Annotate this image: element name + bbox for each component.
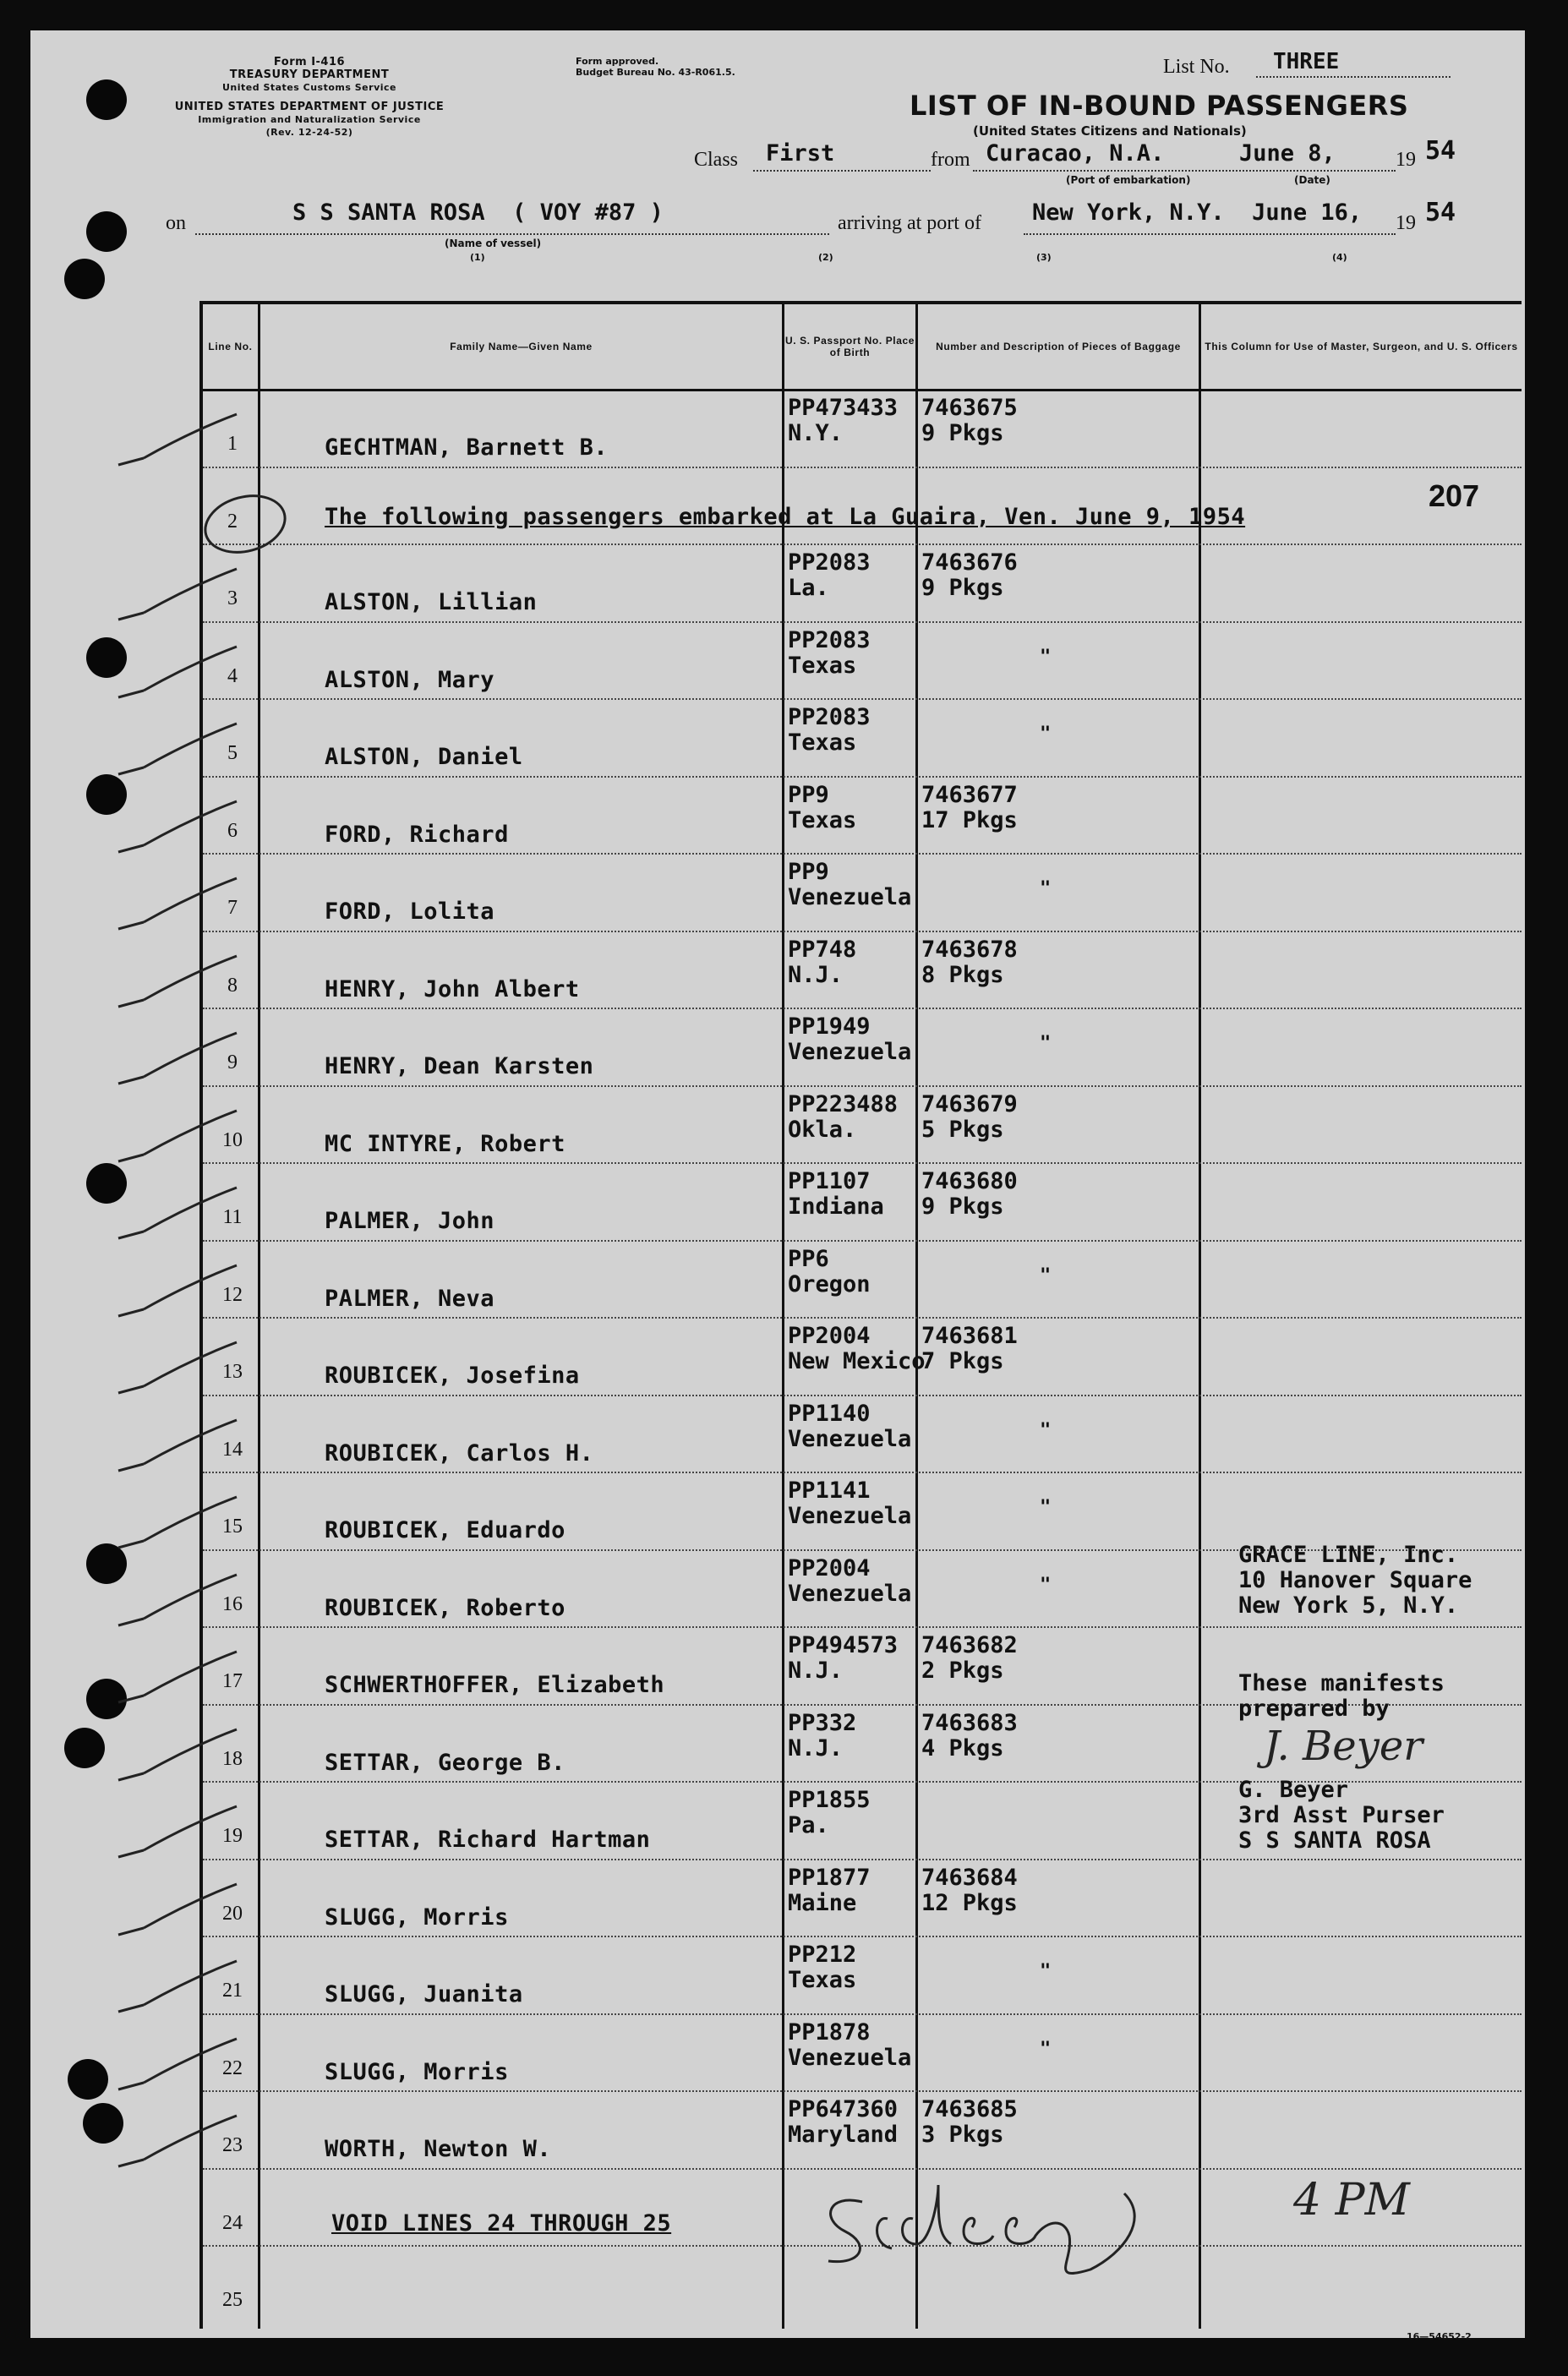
document-title: LIST OF IN-BOUND PASSENGERS [910,90,1409,122]
passport-number: PP1855 [788,1787,871,1813]
count-annotation: 207 [1429,478,1480,513]
passport-number: PP473433 [788,395,899,421]
baggage-pieces: 4 Pkgs [921,1734,1004,1762]
line-number: 14 [222,1438,243,1461]
line-number: 21 [222,1980,243,2002]
place-of-birth: New Mexico [788,1348,926,1374]
ditto-mark: " [1040,1419,1052,1441]
ditto-mark: " [1040,1264,1052,1286]
table-row [203,543,1522,621]
line-number: 18 [222,1747,243,1770]
check-mark [110,2030,245,2098]
baggage-number: 7463678 [921,936,1018,963]
place-of-birth: Venezuela [788,2044,912,2071]
passenger-name: ROUBICEK, Roberto [325,1594,565,1621]
table-row [203,776,1522,854]
ditto-mark: " [1040,724,1052,745]
arrival-port: New York, N.Y. June 16, [1032,199,1363,226]
prepared-by: These manifests prepared by [1238,1670,1445,1722]
passport-number: PP748 [788,936,857,963]
line-number: 24 [222,2211,243,2234]
arrival-dots [1024,233,1396,235]
passport-number: PP2083 [788,704,871,730]
table-row [203,467,1522,544]
form-revision: (Rev. 12-24-52) [265,127,353,138]
embarkation-note: The following passengers embarked at La Guaira, Ven. June 9, 1954 [325,503,1246,530]
table-row [203,621,1522,699]
table-row [203,1472,1522,1549]
place-of-birth: Indiana [788,1193,884,1220]
line-2-circle [199,490,300,558]
passenger-table [199,301,1522,2329]
year-prefix-1: 19 [1396,149,1416,171]
baggage-number: 7463676 [921,549,1018,576]
baggage-number: 7463684 [921,1864,1018,1891]
line-number: 4 [227,664,238,687]
check-mark [110,406,245,473]
table-row [203,1317,1522,1395]
line-number: 20 [222,1902,243,1925]
passenger-name: SLUGG, Juanita [325,1981,523,2007]
list-no-label: List No. [1163,56,1230,78]
check-mark [110,1024,245,1092]
line-number: 13 [222,1361,243,1383]
check-mark [110,1566,245,1634]
table-row [203,1240,1522,1318]
passport-number: PP1877 [788,1864,871,1891]
baggage-pieces: 9 Pkgs [921,1193,1004,1220]
form-number: Form I-416 [273,56,346,68]
baggage-pieces: 17 Pkgs [921,806,1018,833]
line-number: 19 [222,1825,243,1847]
passenger-name: SLUGG, Morris [325,1904,509,1931]
passport-number: PP223488 [788,1090,899,1117]
line-number: 7 [227,897,238,919]
check-mark [110,1798,245,1865]
line-number: 17 [222,1670,243,1692]
table-row [203,931,1522,1008]
table-row [203,698,1522,776]
check-mark [110,1488,245,1556]
baggage-number: 7463675 [921,395,1018,421]
check-mark [110,638,245,706]
passenger-name: PALMER, Neva [325,1285,495,1312]
manifest-page [30,30,1525,2342]
class-dots [753,170,931,172]
table-row [203,1008,1522,1085]
line-number: 8 [227,974,238,997]
arriving-label: arriving at port of [838,212,981,234]
year-1: 54 [1425,136,1456,166]
customs-service: United States Customs Service [222,82,396,93]
from-label: from [931,149,970,171]
passenger-name: ALSTON, Lillian [325,589,538,615]
ditto-mark: " [1040,646,1052,668]
passenger-name: MC INTYRE, Robert [325,1130,565,1157]
approval-block [576,56,735,78]
passenger-name: ALSTON, Mary [325,666,495,693]
ditto-mark: " [1040,1574,1052,1596]
place-of-birth: La. [788,575,829,601]
baggage-number: 7463677 [921,781,1018,808]
from-value: Curacao, N.A. [986,140,1165,167]
line-number: 15 [222,1516,243,1538]
passport-number: PP1107 [788,1168,871,1194]
baggage-pieces: 8 Pkgs [921,961,1004,988]
passenger-name: HENRY, John Albert [325,975,580,1002]
year-prefix-2: 19 [1396,212,1416,234]
passport-number: PP1949 [788,1013,871,1040]
ditto-mark: " [1040,2038,1052,2060]
check-mark [110,870,245,937]
baggage-pieces: 2 Pkgs [921,1658,1004,1684]
passport-number: PP647360 [788,2096,899,2122]
check-mark [110,1953,245,2020]
table-row [203,1085,1522,1163]
place-of-birth: Maryland [788,2122,899,2148]
line-number: 3 [227,587,238,609]
place-of-birth: Venezuela [788,1425,912,1452]
passenger-name: ROUBICEK, Eduardo [325,1517,565,1543]
passenger-name: WORTH, Newton W. [325,2136,552,2162]
table-row [203,2013,1522,2091]
line-number: 5 [227,742,238,764]
line-number: 23 [222,2134,243,2156]
table-row [203,2090,1522,2168]
line-number: 11 [222,1206,243,1228]
passport-number: PP9 [788,781,829,808]
caption-1: (1) [470,252,485,263]
col-header-baggage: Number and Description of Pieces of Baggage [936,341,1181,352]
check-mark [110,1876,245,1943]
baggage-pieces: 7 Pkgs [921,1348,1004,1374]
check-mark [110,1257,245,1325]
inspector-signature [811,2168,1175,2286]
passport-number: PP2004 [788,1323,871,1349]
col-header-officers: This Column for Use of Master, Surgeon, and U. S. Officers [1205,341,1518,352]
line-number: 12 [222,1283,243,1306]
check-mark [110,560,245,628]
binder-hole [68,2059,108,2100]
line-number: 2 [227,510,238,533]
place-of-birth: N.J. [788,1734,844,1762]
table-row [203,389,1522,467]
line-number: 9 [227,1051,238,1073]
ditto-mark: " [1040,1033,1052,1054]
vessel-name: S S SANTA ROSA ( VOY #87 ) [292,199,664,226]
departure-date: June 8, [1239,140,1336,167]
passport-number: PP9 [788,859,829,885]
baggage-pieces: 3 Pkgs [921,2122,1004,2148]
table-row [203,1859,1522,1936]
table-row [203,1162,1522,1240]
place-of-birth: Venezuela [788,1503,912,1529]
baggage-number: 7463681 [921,1323,1018,1349]
binder-hole [64,1728,105,1768]
vessel-caption: (Name of vessel) [445,238,542,249]
check-mark [110,1643,245,1711]
baggage-number: 7463682 [921,1632,1018,1658]
passenger-name: FORD, Lolita [325,899,495,925]
line-number: 22 [222,2056,243,2079]
passenger-name: HENRY, Dean Karsten [325,1053,594,1079]
place-of-birth: Pa. [788,1812,829,1838]
check-mark [110,1179,245,1247]
baggage-pieces: 9 Pkgs [921,420,1004,446]
line-number: 10 [222,1128,243,1151]
caption-2: (2) [818,252,833,263]
line-number: 25 [222,2289,243,2311]
col-header-passport: U. S. Passport No. Place of Birth [784,335,915,358]
check-mark [110,1102,245,1170]
justice-dept: UNITED STATES DEPARTMENT OF JUSTICE [174,101,445,113]
place-of-birth: Texas [788,1967,857,1993]
line-number: 1 [227,433,238,455]
treasury-dept: TREASURY DEPARTMENT [229,68,390,81]
check-mark [110,1721,245,1789]
table-row [203,1936,1522,2013]
passenger-name: SETTAR, Richard Hartman [325,1827,651,1853]
ditto-mark: " [1040,878,1052,899]
vessel-dots [195,233,829,235]
document-subtitle: (United States Citizens and Nationals) [973,123,1247,139]
passport-number: PP332 [788,1709,857,1736]
date-caption: (Date) [1294,174,1330,186]
col-header-line: Line No. [208,341,253,352]
passport-number: PP2004 [788,1554,871,1581]
place-of-birth: Venezuela [788,1580,912,1607]
baggage-number: 7463685 [921,2096,1018,2122]
place-of-birth: Venezuela [788,884,912,910]
passport-number: PP494573 [788,1632,899,1658]
passenger-name: FORD, Richard [325,821,509,848]
place-of-birth: Okla. [788,1116,857,1143]
passport-number: PP1140 [788,1400,871,1427]
check-mark [110,2107,245,2175]
footer-code: 16—54652-2 [1407,2331,1472,2342]
form-identity-block [157,56,462,139]
list-no-dots [1256,76,1451,78]
place-of-birth: Oregon [788,1270,871,1297]
baggage-number: 7463683 [921,1709,1018,1736]
baggage-number: 7463679 [921,1090,1018,1117]
binder-hole [86,211,127,252]
shipping-agent: GRACE LINE, Inc. 10 Hanover Square New York 5, N.Y. [1238,1542,1472,1619]
line-number: 16 [222,1592,243,1615]
check-mark [110,715,245,783]
passenger-name: GECHTMAN, Barnett B. [325,434,609,461]
class-value: First [766,140,835,167]
place-of-birth: Maine [788,1889,857,1916]
signature-cursive: J. Beyer [1264,1723,1423,1770]
from-dots [973,170,1396,172]
ditto-mark: " [1040,1961,1052,1982]
void-note: VOID LINES 24 THROUGH 25 [331,2209,672,2237]
purser-block: G. Beyer 3rd Asst Purser S S SANTA ROSA [1238,1777,1445,1854]
passport-number: PP2083 [788,549,871,576]
binder-hole [64,259,105,299]
ditto-mark: " [1040,1497,1052,1518]
place-of-birth: N.J. [788,961,844,988]
passport-number: PP1878 [788,2018,871,2046]
form-approved: Form approved. [576,56,659,67]
binder-hole [86,79,127,120]
list-no-value: THREE [1273,49,1340,74]
baggage-pieces: 12 Pkgs [921,1889,1018,1916]
table-row [203,1395,1522,1472]
passenger-name: SETTAR, George B. [325,1749,565,1776]
caption-3: (3) [1036,252,1052,263]
place-of-birth: Texas [788,652,857,679]
passenger-name: PALMER, John [325,1208,495,1234]
passenger-name: ROUBICEK, Josefina [325,1363,580,1389]
on-label: on [166,212,186,234]
passenger-name: SLUGG, Morris [325,2058,509,2085]
baggage-pieces: 9 Pkgs [921,575,1004,601]
check-mark [110,1334,245,1401]
ins-service: Immigration and Naturalization Service [198,114,421,125]
col-header-name: Family Name—Given Name [450,341,593,352]
passport-number: PP1141 [788,1477,871,1504]
passport-number: PP2083 [788,626,871,653]
place-of-birth: Venezuela [788,1039,912,1065]
class-label: Class [694,149,739,171]
check-mark [110,948,245,1015]
passenger-name: ROUBICEK, Carlos H. [325,1439,594,1467]
place-of-birth: Texas [788,806,857,833]
table-row [203,853,1522,931]
passenger-name: ALSTON, Daniel [325,744,523,770]
port-caption: (Port of embarkation) [1066,174,1191,186]
passport-number: PP6 [788,1245,829,1272]
place-of-birth: N.Y. [788,420,844,446]
place-of-birth: N.J. [788,1658,844,1684]
line-number: 6 [227,819,238,842]
year-2: 54 [1425,198,1456,227]
baggage-number: 7463680 [921,1168,1018,1194]
passport-number: PP212 [788,1942,857,1968]
check-mark [110,1412,245,1479]
baggage-pieces: 5 Pkgs [921,1116,1004,1143]
caption-4: (4) [1332,252,1347,263]
check-mark [110,793,245,860]
place-of-birth: Texas [788,729,857,756]
budget-bureau: Budget Bureau No. 43-R061.5. [576,67,735,78]
passenger-name: SCHWERTHOFFER, Elizabeth [325,1672,665,1698]
time-note: 4 PM [1293,2175,1410,2226]
